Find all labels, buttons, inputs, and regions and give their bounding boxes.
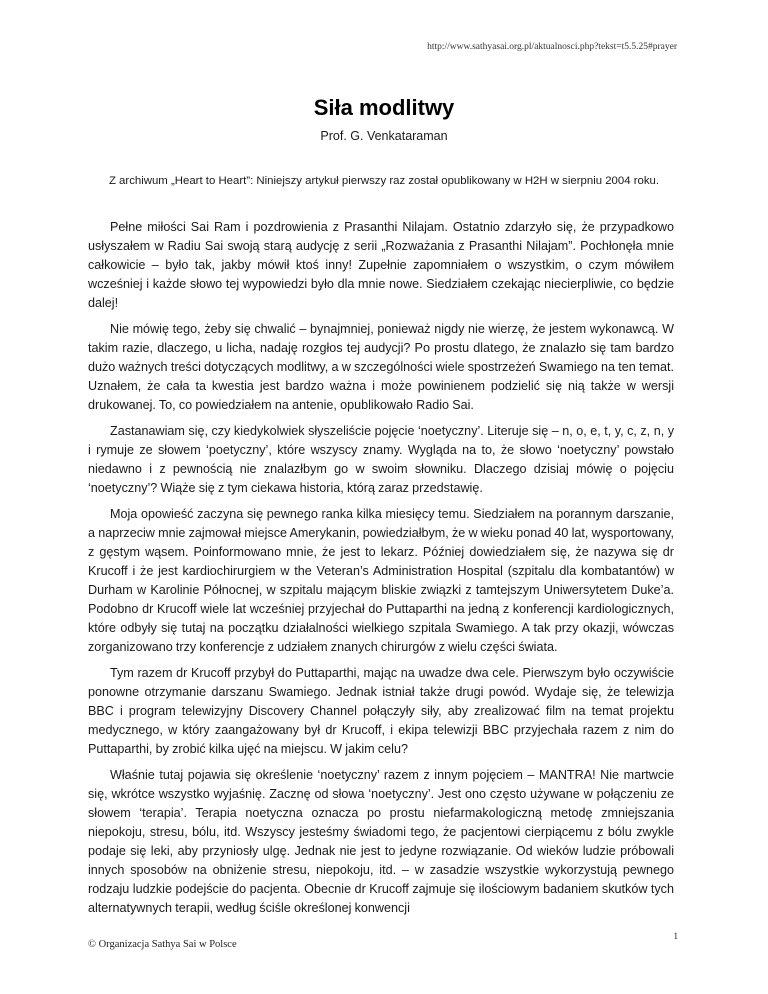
page-title: Siła modlitwy	[313, 95, 455, 120]
paragraph: Nie mówię tego, żeby się chwalić – bynajmniej, ponieważ nigdy nie wierzę, że jestem wykonawcą. W takim razie, dlaczego, u licha, nadaję rozgłos tej audycji? Po prostu dlatego, że znalazło się tam bardzo dużo ważnych treści dotyczących modlitwy, a w szczególności wiele spostrzeżeń Swamiego na ten temat. Uznałem, że cała ta kwestia jest bardzo ważna i może powinienem podzielić się nią także w wersji drukowanej. To, co powiedziałem na antenie, opublikowało Radio Sai.	[88, 322, 674, 412]
paragraph: Zastanawiam się, czy kiedykolwiek słyszeliście pojęcie ‘noetyczny’. Literuje się – n, o, e, t, y, c, z, n, y i rymuje ze słowem ‘poetyczny’, które wszyscy znamy. Wygląda na to, że słowo ‘noetyczny’ powstało niedawno i z pewnością nie znalazłbym go w swoim słowniku. Dlaczego dzisiaj mówię o pojęciu ‘noetyczny’? Wiąże się z tym ciekawa historia, którą zaraz przedstawię.	[88, 424, 674, 495]
paragraph: Tym razem dr Krucoff przybył do Puttaparthi, mając na uwadze dwa cele. Pierwszym było oczywiście ponowne otrzymanie darszanu Swamiego. Jednak istniał także drugi powód. Wydaje się, że telewizja BBC i program telewizyjny Discovery Channel połączyły siły, aby zrealizować film na temat projektu medycznego, w który zaangażowany był dr Krucoff, i ekipa telewizji BBC przyjechała razem z nim do Puttaparthi, by zrobić kilka ujęć na miejscu. W jakim celu?	[88, 666, 674, 756]
paragraph: Pełne miłości Sai Ram i pozdrowienia z Prasanthi Nilajam. Ostatnio zdarzyło się, że przypadkowo usłyszałem w Radiu Sai swoją starą audycję z serii „Rozważania z Prasanthi Nilajam”. Pochłonęła mnie całkowicie – było tak, jakby mówił ktoś inny! Zupełnie zapomniałem o wszystkim, o czym mówiłem wcześniej i każde słowo tej wypowiedzi było dla mnie nowe. Siedziałem czekając niecierpliwie, co będzie dalej!	[88, 220, 674, 310]
paragraph: Właśnie tutaj pojawia się określenie ‘noetyczny’ razem z innym pojęciem – MANTRA! Nie martwcie się, wkrótce wszystko wyjaśnię. Zacznę od słowa ‘noetyczny’. Jest ono często używane w połączeniu ze słowem ‘terapia’. Terapia noetyczna oznacza po prostu niefarmakologiczną metodę zmniejszania niepokoju, stresu, bólu, itd. Wszyscy jesteśmy świadomi tego, że pacjentowi cierpiącemu z bólu zwykle podaje się leki, aby przyniosły ulgę. Jednak nie jest to jedyne rozwiązanie. Od wieków ludzie próbowali innych sposobów na obniżenie stresu, niepokoju, itd. – w zasadzie wszystkie wykorzystują pewnego rodzaju ludzkie podejście do pacjenta. Obecnie dr Krucoff zajmuje się ilościowym badaniem skutków tych alternatywnych terapii, według ściśle określonej konwencji	[88, 768, 674, 915]
archive-note: Z archiwum „Heart to Heart”: Niniejszy artykuł pierwszy raz został opublikowany w H2H w sierpniu 2004 roku.	[108, 175, 660, 187]
source-url: http://www.sathyasai.org.pl/aktualnosci.php?tekst=t5.5.25#prayer	[427, 42, 677, 52]
footer-copyright: © Organizacja Sathya Sai w Polsce	[88, 939, 237, 950]
paragraph: Moja opowieść zaczyna się pewnego ranka kilka miesięcy temu. Siedziałem na porannym darszanie, a naprzeciw mnie zajmował miejsce Amerykanin, powiedziałbym, że w wieku ponad 40 lat, wysportowany, z gęstym wąsem. Poinformowano mnie, że jest to lekarz. Później dowiedziałem się, że nazywa się dr Krucoff i że jest kardiochirurgiem w the Veteran’s Administration Hospital (szpitalu dla kombatantów) w Durham w Karolinie Północnej, w szpitalu mającym bliskie związki z tamtejszym Uniwersytetem Duke’a. Podobno dr Krucoff wiele lat wcześniej przyjechał do Puttaparthi na jedną z konferencji kardiologicznych, które odbyły się tutaj na początku działalności wielkiego szpitala Swamiego. A tak przy okazji, wówczas zorganizowano trzy konferencje z udziałem znanych chirurgów z wielu części świata.	[88, 507, 674, 654]
page-number: 1	[673, 931, 678, 941]
author-name: Prof. G. Venkataraman	[320, 129, 448, 143]
article-body	[88, 218, 674, 925]
